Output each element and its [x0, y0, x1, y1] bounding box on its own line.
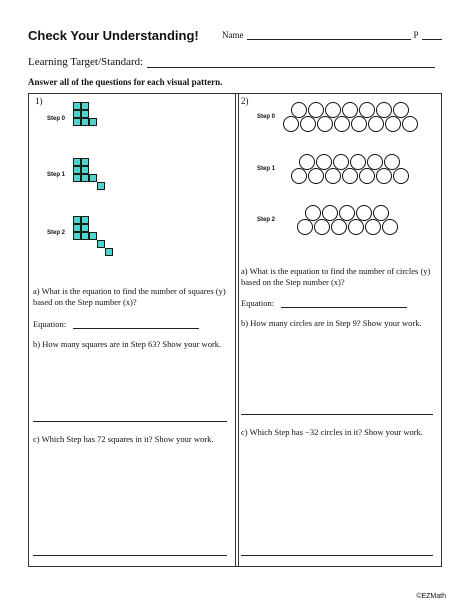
copyright: ©EZMath: [416, 593, 446, 600]
square-tile: [89, 174, 97, 182]
circle-mark: [359, 168, 375, 184]
circle-mark: [365, 219, 381, 235]
square-tile: [73, 110, 81, 118]
square-tile: [81, 166, 89, 174]
square-tile: [81, 232, 89, 240]
square-tile: [73, 232, 81, 240]
learning-target-field[interactable]: [28, 56, 435, 68]
name-field[interactable]: [222, 30, 442, 40]
column-divider: [235, 94, 239, 566]
square-tile: [73, 118, 81, 126]
circle-mark: [376, 168, 392, 184]
p1-step-0-label: Step 0: [47, 116, 66, 122]
p1-answer-b-line[interactable]: [33, 421, 227, 422]
square-tile: [97, 240, 105, 248]
problem-2-number: 2): [241, 96, 249, 106]
square-tile: [73, 102, 81, 110]
circle-mark: [297, 219, 313, 235]
square-tile: [105, 248, 113, 256]
p1-step-1-label: Step 1: [47, 172, 66, 178]
circle-mark: [351, 116, 367, 132]
page-title: Check Your Understanding!: [28, 28, 199, 43]
name-label: Name: [222, 30, 244, 40]
square-tile: [73, 216, 81, 224]
circle-mark: [331, 219, 347, 235]
p2-step-1-label: Step 1: [257, 166, 276, 172]
circle-mark: [382, 219, 398, 235]
period-blank[interactable]: [422, 31, 442, 40]
square-tile: [81, 118, 89, 126]
p2-equation-blank[interactable]: [281, 307, 407, 308]
p1-step-2-label: Step 2: [47, 230, 66, 236]
circle-mark: [402, 116, 418, 132]
square-tile: [81, 158, 89, 166]
period-label: P: [413, 30, 419, 40]
circle-mark: [291, 168, 307, 184]
circle-mark: [393, 168, 409, 184]
square-tile: [81, 224, 89, 232]
p2-step-2-label: Step 2: [257, 217, 276, 223]
square-tile: [81, 102, 89, 110]
name-blank[interactable]: [247, 31, 411, 40]
circle-mark: [385, 116, 401, 132]
p1-question-a: a) What is the equation to find the number of squares (y) based on the Step number (x)?: [33, 286, 226, 307]
circle-mark: [348, 219, 364, 235]
square-tile: [97, 182, 105, 190]
circle-mark: [368, 116, 384, 132]
square-tile: [81, 110, 89, 118]
circle-mark: [334, 116, 350, 132]
circle-mark: [314, 219, 330, 235]
square-tile: [81, 216, 89, 224]
p2-equation-label: Equation:: [241, 298, 275, 308]
circle-mark: [283, 116, 299, 132]
circle-mark: [300, 116, 316, 132]
learning-target-label: Learning Target/Standard:: [28, 56, 144, 68]
problem-1-number: 1): [35, 96, 43, 106]
square-tile: [89, 232, 97, 240]
p1-answer-c-line[interactable]: [33, 555, 227, 556]
circle-mark: [308, 168, 324, 184]
instructions: Answer all of the questions for each visual pattern.: [28, 77, 223, 87]
circle-mark: [342, 168, 358, 184]
square-tile: [89, 118, 97, 126]
p1-question-c: c) Which Step has 72 squares in it? Show your work.: [33, 434, 214, 444]
circle-mark: [325, 168, 341, 184]
p1-question-b: b) How many squares are in Step 63? Show your work.: [33, 339, 222, 349]
p2-question-b: b) How many circles are in Step 9? Show your work.: [241, 318, 422, 328]
p2-answer-b-line[interactable]: [241, 414, 433, 415]
square-tile: [73, 224, 81, 232]
square-tile: [73, 174, 81, 182]
circle-mark: [317, 116, 333, 132]
square-tile: [81, 174, 89, 182]
p2-question-c: c) Which Step has −32 circles in it? Show your work.: [241, 427, 423, 437]
p2-question-a: a) What is the equation to find the number of circles (y) based on the Step number (x)?: [241, 266, 431, 287]
p2-step-0-label: Step 0: [257, 114, 276, 120]
p1-equation-label: Equation:: [33, 319, 67, 329]
square-tile: [73, 158, 81, 166]
p1-equation-blank[interactable]: [73, 328, 199, 329]
p2-answer-c-line[interactable]: [241, 555, 433, 556]
square-tile: [73, 166, 81, 174]
problems-grid: [28, 93, 442, 567]
learning-target-blank[interactable]: [147, 59, 435, 68]
